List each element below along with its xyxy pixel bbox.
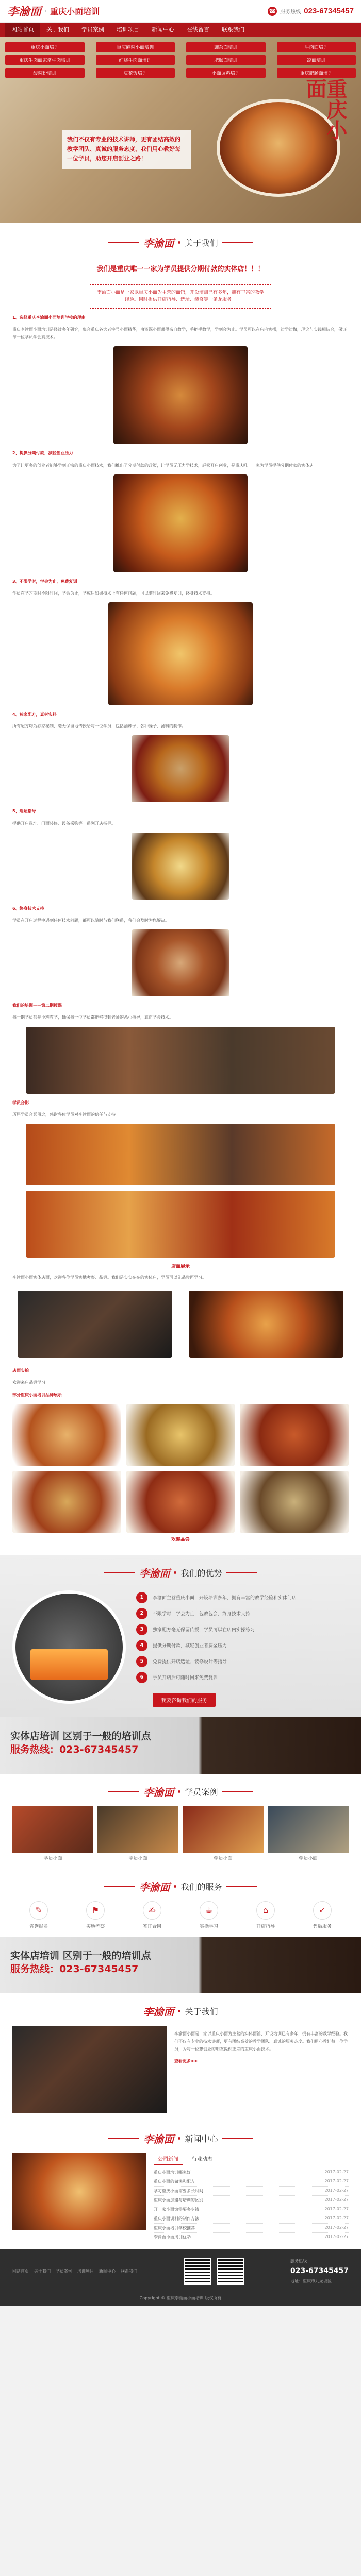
- practice-icon: ☕: [200, 1901, 218, 1920]
- dish-photo: [240, 1404, 349, 1466]
- service-item[interactable]: [183, 1901, 235, 1929]
- case-card[interactable]: [12, 1806, 93, 1861]
- title-text: 我们的服务: [180, 1882, 222, 1892]
- course-link[interactable]: 重庆牛肉面家常牛肉培训: [5, 55, 85, 65]
- footer-contact-label: 服务热线: [290, 2258, 307, 2263]
- nav-item-cases[interactable]: 学员案例: [81, 26, 104, 33]
- course-link[interactable]: 重庆小面培训: [5, 42, 85, 52]
- course-link[interactable]: 重庆麻辣小面培训: [96, 42, 175, 52]
- about-section: [0, 223, 361, 1555]
- paragraph-title: 6、终身技术支持: [12, 906, 44, 911]
- dish-photo: [113, 346, 248, 444]
- about-intro-box: 李渝面小面是一家以重庆小面为主营的面馆，开设培训已有多年，拥有丰富的教学经验。同时提供开店指导、选址、装修等一条龙服务。: [90, 284, 271, 309]
- news-date: 2017-02-27: [324, 2178, 349, 2183]
- course-link[interactable]: 牛肉面培训: [277, 42, 356, 52]
- advantage-item: [136, 1672, 349, 1683]
- paragraph-title: 5、选址指导: [12, 809, 36, 814]
- news-date: 2017-02-27: [324, 2169, 349, 2174]
- logo-separator: ·: [44, 6, 47, 16]
- section-title: [12, 2131, 349, 2146]
- news-title: 重庆小面培训哪家好: [154, 2170, 191, 2175]
- chef-photo-detail: [30, 1649, 108, 1680]
- store-photos: [12, 1285, 349, 1363]
- news-photo: [12, 2153, 146, 2230]
- news-title: 重庆小面的做法和配方: [154, 2179, 195, 2184]
- advantage-number: 4: [136, 1640, 147, 1651]
- footer: [0, 2249, 361, 2306]
- news-date: 2017-02-27: [324, 2197, 349, 2202]
- service-item[interactable]: [296, 1901, 349, 1929]
- dish-photo: [132, 735, 229, 802]
- advantage-number: 2: [136, 1608, 147, 1619]
- course-link[interactable]: 重庆肥肠面培训: [277, 68, 356, 78]
- dish-gallery: [12, 1404, 349, 1533]
- course-link[interactable]: 豌杂面培训: [186, 42, 266, 52]
- paragraph-title: 3、不限学时，学会为止，免费复训: [12, 579, 77, 584]
- news-item[interactable]: [154, 2224, 349, 2233]
- qr-code: [217, 2258, 244, 2285]
- banner-slogan: 我们不仅有专业的技术讲师，更有团结高效的教学团队、真诚的服务态度，我们用心教好每一位学员，助您开启创业之路！: [62, 130, 191, 169]
- course-link[interactable]: 凉面培训: [277, 55, 356, 65]
- students-group-photo: [26, 1124, 335, 1185]
- news-item[interactable]: [154, 2196, 349, 2205]
- hotline-banner-line1: 实体店培训 区别于一般的培训点: [10, 1950, 151, 1961]
- title-text: 关于我们: [185, 238, 218, 248]
- case-card[interactable]: [97, 1806, 178, 1861]
- main-nav: [0, 23, 361, 37]
- hotline-banner: [0, 1937, 361, 1993]
- case-label: 学员小面: [128, 1856, 147, 1861]
- dish-photo: [126, 1404, 235, 1466]
- nav-item-courses[interactable]: 培训项目: [117, 26, 139, 33]
- paragraph: 所有配方均为独家秘制，毫无保留地传授给每一位学员，包括油辣子、各种臊子、汤料的制作。: [12, 724, 186, 729]
- paragraph: 学员在开店过程中遇到任何技术问题，都可以随时与我们联系，我们会及时为您解决。: [12, 918, 169, 923]
- paragraph: 学员在学习期间不限时间，学会为止，学成后如果技术上有任何问题，可以随时回来免费复训，终身技术支持。: [12, 590, 215, 596]
- services-section: [0, 1869, 361, 1937]
- brand-seal: 重庆小面: [303, 78, 348, 140]
- service-item[interactable]: [126, 1901, 178, 1929]
- title-text: 新闻中心: [185, 2133, 218, 2144]
- dish-photo: [113, 474, 248, 572]
- title-line: [108, 2138, 139, 2139]
- title-line: [222, 2138, 253, 2139]
- qr-code: [184, 2258, 211, 2285]
- title-line: [222, 242, 253, 243]
- about-summary-section: [0, 1993, 361, 2121]
- paragraph-title: 我们的培训——第二期授课: [12, 1003, 62, 1008]
- dish-photo: [12, 1404, 121, 1466]
- more-link[interactable]: 查看更多>>: [174, 2059, 198, 2064]
- paragraph: 提供开店选址、门面装修、设备采购等一系列开店指导。: [12, 821, 116, 826]
- title-brand: 李渝面: [139, 1567, 170, 1580]
- news-item[interactable]: [154, 2187, 349, 2196]
- paragraph-title: 欢迎品尝: [171, 1537, 190, 1543]
- footer-phone: 023-67345457: [290, 2267, 349, 2276]
- advantage-text: 李渝面主营重庆小面，开设培训多年，拥有丰富的教学经验和实体门店: [153, 1596, 297, 1601]
- footer-link[interactable]: 学员案例: [56, 2269, 72, 2274]
- advantage-text: 独家配方毫无保留传授，学员可以在店内实操练习: [153, 1628, 255, 1633]
- title-dot: [178, 2137, 180, 2140]
- cases-section: [0, 1774, 361, 1869]
- dish-photo: [189, 1291, 343, 1358]
- paragraph: 每一期学员都是小班教学，确保每一位学员都能够得到老师的悉心指导，真正学会技术。: [12, 1015, 173, 1020]
- check-icon: ✓: [313, 1901, 332, 1920]
- chef-photo: [12, 1590, 126, 1704]
- news-item[interactable]: [154, 2177, 349, 2187]
- section-title: [12, 1565, 349, 1580]
- title-text: 学员案例: [185, 1787, 218, 1797]
- course-link[interactable]: 豆花饭培训: [96, 68, 175, 78]
- news-date: 2017-02-27: [324, 2188, 349, 2193]
- hotline: [268, 7, 354, 16]
- footer-link[interactable]: 网站首页: [12, 2269, 29, 2274]
- course-link[interactable]: 小面调料培训: [186, 68, 266, 78]
- dish-photo: [132, 833, 229, 900]
- about-summary-text: 李渝面小面是一家以重庆小面为主营的实体面馆，开设培训已有多年，拥有丰富的教学经验。我们不仅有专业的技术讲师，更有团结高效的教学团队、真诚的服务态度。我们用心教好每一位学员，为每一位想创业的朋友提供正宗的重庆小面技术。: [174, 2031, 348, 2052]
- news-date: 2017-02-27: [324, 2206, 349, 2211]
- advantage-item: [136, 1640, 349, 1651]
- case-photo: [12, 1806, 93, 1853]
- hotline-banner-line2: 服务热线：023-67345457: [10, 1744, 139, 1756]
- title-dot: [178, 241, 180, 244]
- paragraph-title: 1、选择重庆李渝面小面培训学校的理由: [12, 315, 86, 320]
- case-card[interactable]: [183, 1806, 264, 1861]
- news-title: 学习重庆小面需要多长时间: [154, 2188, 203, 2193]
- course-link[interactable]: 酸辣粉培训: [5, 68, 85, 78]
- hotline-label: 服务热线: [280, 9, 301, 15]
- title-brand: 李渝面: [143, 237, 174, 249]
- service-item[interactable]: [12, 1901, 65, 1929]
- nav-item-about[interactable]: 关于我们: [46, 26, 69, 33]
- footer-links: [12, 2268, 137, 2274]
- service-item[interactable]: [239, 1901, 292, 1929]
- hotline-banner: [0, 1717, 361, 1774]
- nav-item-news[interactable]: 新闻中心: [152, 26, 174, 33]
- advantage-item: [136, 1592, 349, 1603]
- header: [0, 0, 361, 23]
- store-front-photo: [18, 1291, 172, 1358]
- logo-brand: 李渝面: [7, 5, 42, 19]
- students-group-photo: [26, 1191, 335, 1258]
- news-title: 重庆小面培训学校推荐: [154, 2225, 195, 2230]
- hotline-number: 023-67345457: [304, 7, 354, 15]
- title-brand: 李渝面: [143, 2132, 174, 2145]
- paragraph-title: 店面展示: [171, 1264, 190, 1269]
- advantage-text: 免费提供开店选址、装修设计等指导: [153, 1659, 227, 1665]
- title-dot: [174, 1571, 176, 1574]
- course-menu: [5, 42, 356, 78]
- about-slogan: 我们是重庆唯一一家为学员提供分期付款的实体店！！！: [96, 265, 265, 273]
- advantage-text: 提供分期付款，减轻创业者资金压力: [153, 1643, 227, 1649]
- news-item[interactable]: [154, 2168, 349, 2177]
- title-line: [104, 1886, 135, 1887]
- advantage-number: 1: [136, 1592, 147, 1603]
- service-label: 实地考察: [86, 1924, 105, 1929]
- title-brand: 李渝面: [143, 2005, 174, 2018]
- case-card[interactable]: [268, 1806, 349, 1861]
- news-title: 重庆小面调料的制作方法: [154, 2216, 199, 2221]
- footer-link[interactable]: 关于我们: [34, 2269, 51, 2274]
- class-photo: [26, 1027, 335, 1094]
- logo-subtitle: 重庆小面培训: [50, 7, 100, 16]
- dish-photo: [240, 1471, 349, 1533]
- store-photo: [12, 2026, 167, 2113]
- section-title: [12, 2004, 349, 2019]
- course-link[interactable]: 肥肠面培训: [186, 55, 266, 65]
- nav-item-contact[interactable]: 联系我们: [222, 26, 244, 33]
- paragraph: 重庆李渝面小面培训是经过多年研究，集合重庆各大老字号小面精华，由资深小面师傅亲自教学，手把手教学，学到会为止。学员可以在店内实操，边学边做，理论与实践相结合，保证每一位学员学会真技术。: [12, 327, 347, 340]
- phone-icon: ☎: [268, 7, 277, 16]
- case-photo: [183, 1806, 264, 1853]
- title-line: [226, 1886, 257, 1887]
- service-label: 开店指导: [256, 1924, 275, 1929]
- title-line: [108, 242, 139, 243]
- paragraph-title: 部分重庆小面培训品种展示: [12, 1392, 62, 1397]
- case-photo: [97, 1806, 178, 1853]
- title-dot: [178, 1790, 180, 1793]
- news-date: 2017-02-27: [324, 2234, 349, 2239]
- hero-banner: [0, 37, 361, 223]
- news-title: 重庆小面加盟与培训的区别: [154, 2197, 203, 2202]
- contract-icon: ✍: [143, 1901, 161, 1920]
- logo[interactable]: [7, 3, 100, 19]
- service-label: 实操学习: [199, 1924, 218, 1929]
- title-line: [226, 1572, 257, 1573]
- dish-photo: [108, 602, 253, 705]
- dish-photo: [12, 1471, 121, 1533]
- news-section: [0, 2121, 361, 2249]
- advantage-text: 学员开店后可随时回来免费复训: [153, 1675, 218, 1681]
- section-title: [12, 1879, 349, 1894]
- case-photo: [268, 1806, 349, 1853]
- nav-item-message[interactable]: 在线留言: [187, 26, 209, 33]
- title-text: 关于我们: [185, 2006, 218, 2016]
- footer-link[interactable]: 联系我们: [121, 2269, 137, 2274]
- advantages-section: [0, 1555, 361, 1717]
- nav-item-home[interactable]: 网站首页: [5, 23, 40, 37]
- consult-button[interactable]: 我要咨询我们的服务: [153, 1693, 216, 1707]
- news-title: 李渝面小面培训优势: [154, 2234, 191, 2240]
- case-label: 学员小面: [214, 1856, 233, 1861]
- visit-icon: ⚑: [86, 1901, 105, 1920]
- news-item[interactable]: [154, 2205, 349, 2214]
- case-label: 学员小面: [299, 1856, 318, 1861]
- news-item[interactable]: [154, 2214, 349, 2224]
- title-line: [104, 1572, 135, 1573]
- consult-icon: ✎: [29, 1901, 48, 1920]
- advantage-item: [136, 1608, 349, 1619]
- tab-company-news[interactable]: 公司新闻: [154, 2153, 183, 2165]
- paragraph: 历届学员合影留念，感谢各位学员对李渝面的信任与支持。: [12, 1112, 120, 1117]
- advantage-text: 不限学时，学会为止，包教包会，终身技术支持: [153, 1612, 251, 1617]
- title-dot: [178, 2010, 180, 2012]
- advantages-list: [136, 1587, 349, 1707]
- footer-link[interactable]: 新闻中心: [99, 2269, 116, 2274]
- advantage-item: [136, 1656, 349, 1667]
- footer-address: 地址：重庆市九龙坡区: [290, 2279, 332, 2284]
- section-title: [12, 235, 349, 250]
- advantage-number: 5: [136, 1656, 147, 1667]
- news-date: 2017-02-27: [324, 2225, 349, 2230]
- course-link[interactable]: 红烧牛肉面培训: [96, 55, 175, 65]
- news-item[interactable]: [154, 2233, 349, 2242]
- paragraph-title: 4、独家配方，真材实料: [12, 712, 57, 717]
- service-label: 签订合同: [142, 1924, 161, 1929]
- title-text: 我们的优势: [180, 1568, 222, 1578]
- store-icon: ⌂: [256, 1901, 275, 1920]
- footer-link[interactable]: 培训项目: [77, 2269, 94, 2274]
- section-title: [12, 1784, 349, 1799]
- news-title: 开一家小面馆需要多少钱: [154, 2207, 199, 2212]
- case-label: 学员小面: [43, 1856, 62, 1861]
- paragraph-title: 学员合影: [12, 1100, 29, 1105]
- service-label: 售后服务: [313, 1924, 332, 1929]
- copyright: Copyright © 重庆李渝面小面培训 版权所有: [12, 2291, 349, 2301]
- paragraph-title: 店面实拍: [12, 1368, 29, 1374]
- service-label: 咨询报名: [29, 1924, 48, 1929]
- title-dot: [174, 1885, 176, 1888]
- title-brand: 李渝面: [139, 1880, 170, 1893]
- title-line: [222, 1791, 253, 1792]
- service-item[interactable]: [69, 1901, 122, 1929]
- news-date: 2017-02-27: [324, 2215, 349, 2221]
- hotline-banner-line1: 实体店培训 区别于一般的培训点: [10, 1730, 151, 1742]
- paragraph: 欢迎来店品尝学习: [12, 1380, 45, 1385]
- advantage-item: [136, 1624, 349, 1635]
- hotline-banner-line2: 服务热线：023-67345457: [10, 1963, 139, 1975]
- title-line: [108, 1791, 139, 1792]
- advantage-number: 3: [136, 1624, 147, 1635]
- dish-photo: [132, 929, 229, 996]
- dish-photo: [126, 1471, 235, 1533]
- tab-industry-news[interactable]: 行业动态: [192, 2156, 212, 2162]
- paragraph: 为了让更多的创业者能够学到正宗的重庆小面技术，我们推出了分期付款的政策，让学员无压力学技术，轻松开店创业，是重庆唯一一家为学员提供分期付款的实体店。: [12, 463, 318, 468]
- paragraph: 李渝面小面实体店面，欢迎各位学员实地考察、品尝。我们是实实在在的实体店，学员可以先品尝再学习。: [12, 1275, 206, 1280]
- paragraph-title: 2、提供分期付款，减轻创业压力: [12, 451, 73, 456]
- advantage-number: 6: [136, 1672, 147, 1683]
- title-brand: 李渝面: [143, 1786, 174, 1799]
